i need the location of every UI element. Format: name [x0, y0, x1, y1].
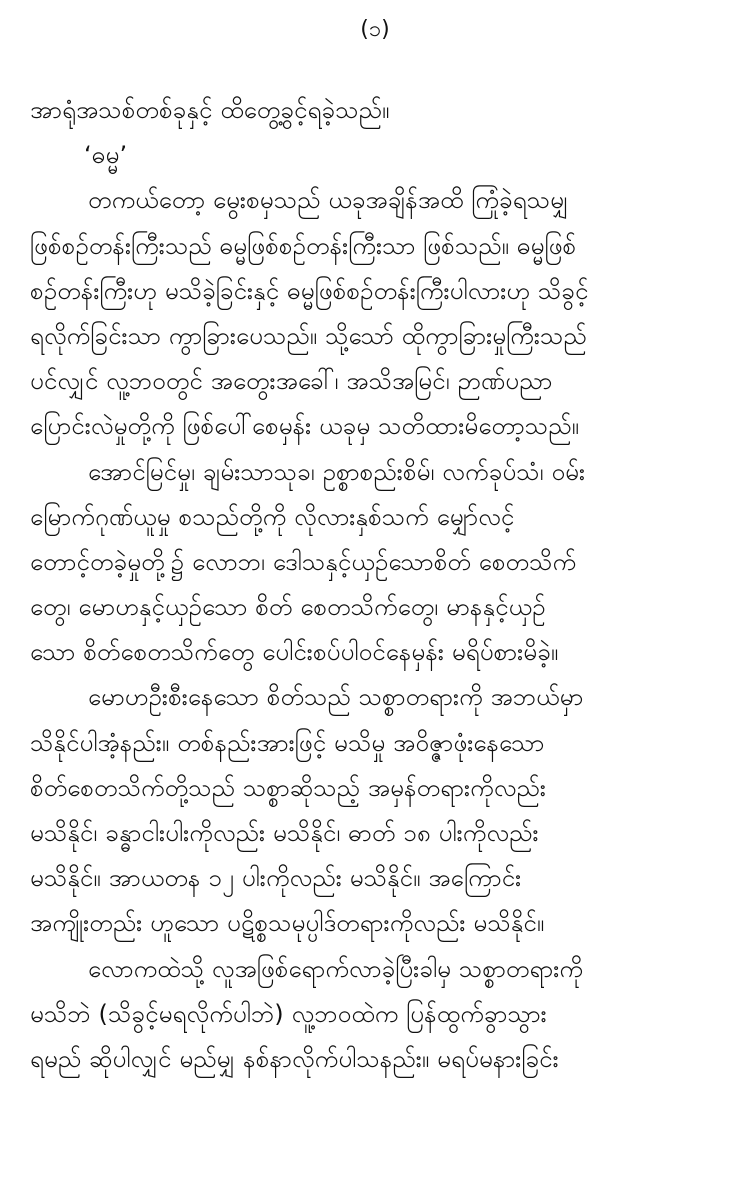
text-line: မသိနိုင်၊ ခန္ဓာငါးပါးကိုလည်း မသိနိုင်၊ ဓာတ် ၁၈ ပါးကိုလည်း — [30, 819, 539, 847]
text-line: စိတ်စေတသိက်တို့သည် သစ္စာဆိုသည့် အမှန်တရားကိုလည်း — [30, 773, 547, 802]
text-line: အာရုံအသစ်တစ်ခုနှင့် ထိတွေ့ခွင့်ရခဲ့သည်။ — [30, 96, 390, 124]
text-line: သော စိတ်စေတသိက်တွေ ပေါင်းစပ်ပါဝင်နေမှန်း မရိပ်စားမိခဲ့။ — [30, 638, 559, 667]
text-line: မသိနိုင်။ အာယတန ၁၂ ပါးကိုလည်း မသိနိုင်။ အကြောင်း — [30, 864, 522, 893]
text-line: ‘ဓမ္မ’ — [84, 141, 128, 170]
text-line: လောကထဲသို့ လူအဖြစ်ရောက်လာခဲ့ပြီးခါမှ သစ္စာတရားကို — [88, 954, 584, 983]
text-line: တောင့်တခဲ့မှုတို့၌ လောဘ၊ ဒေါသနှင့်ယှဉ်သောစိတ် စေတသိက် — [30, 547, 577, 576]
text-line: ပင်လျှင် လူ့ဘဝတွင် အတွေးအခေါ်၊ အသိအမြင်၊ ဉာဏ်ပညာ — [30, 367, 553, 396]
body-text — [30, 88, 722, 1082]
text-line: ဖြစ်စဉ်တန်းကြီးသည် ဓမ္မဖြစ်စဉ်တန်းကြီးသာ ဖြစ်သည်။ ဓမ္မဖြစ် — [30, 231, 577, 260]
text-line: ရလိုက်ခြင်းသာ ကွာခြားပေသည်။ သို့သော် ထိုကွာခြားမှုကြီးသည် — [30, 321, 587, 350]
text-line: တကယ်တော့ မွေးစမှသည် ယခုအချိန်အထိ ကြုံခဲ့ရသမျှ — [88, 186, 569, 215]
text-line: တွေ၊ မောဟနှင့်ယှဉ်သော စိတ် စေတသိက်တွေ၊ မာနနှင့်ယှဉ် — [30, 593, 546, 622]
text-line: မသိဘဲ (သိခွင့်မရလိုက်ပါဘဲ) လူ့ဘဝထဲက ပြန်ထွက်ခွာသွား — [30, 999, 547, 1028]
text-line: သိနိုင်ပါအံ့နည်း။ တစ်နည်းအားဖြင့် မသိမှု အဝိဇ္ဇာဖုံးနေသော — [30, 728, 545, 757]
page-number: (၁) — [360, 17, 390, 42]
text-line: ပြောင်းလဲမှုတို့ကို ဖြစ်ပေါ်စေမှန်း ယခုမှ သတိထားမိတော့သည်။ — [30, 412, 580, 441]
text-line: အကျိုးတည်း ဟူသော ပဋိစ္စသမုပ္ပါဒ်တရားကိုလည်း မသိနိုင်။ — [30, 909, 545, 938]
text-line: စဉ်တန်းကြီးဟု မသိခဲ့ခြင်းနှင့် ဓမ္မဖြစ်စဉ်တန်းကြီးပါလားဟု သိခွင့် — [30, 276, 589, 305]
text-line: မြောက်ဂုဏ်ယူမှု စသည်တို့ကို လိုလားနှစ်သက် မျှော်လင့် — [30, 502, 515, 531]
text-line: ရမည် ဆိုပါလျှင် မည်မျှ နစ်နာလိုက်ပါသနည်း။ မရပ်မနားခြင်း — [30, 1044, 559, 1073]
text-line: အောင်မြင်မှု၊ ချမ်းသာသုခ၊ ဥစ္စာစည်းစိမ်၊ လက်ခုပ်သံ၊ ဝမ်း — [88, 457, 586, 486]
text-line: မောဟဦးစီးနေသော စိတ်သည် သစ္စာတရားကို အဘယ်မှာ — [88, 683, 584, 712]
